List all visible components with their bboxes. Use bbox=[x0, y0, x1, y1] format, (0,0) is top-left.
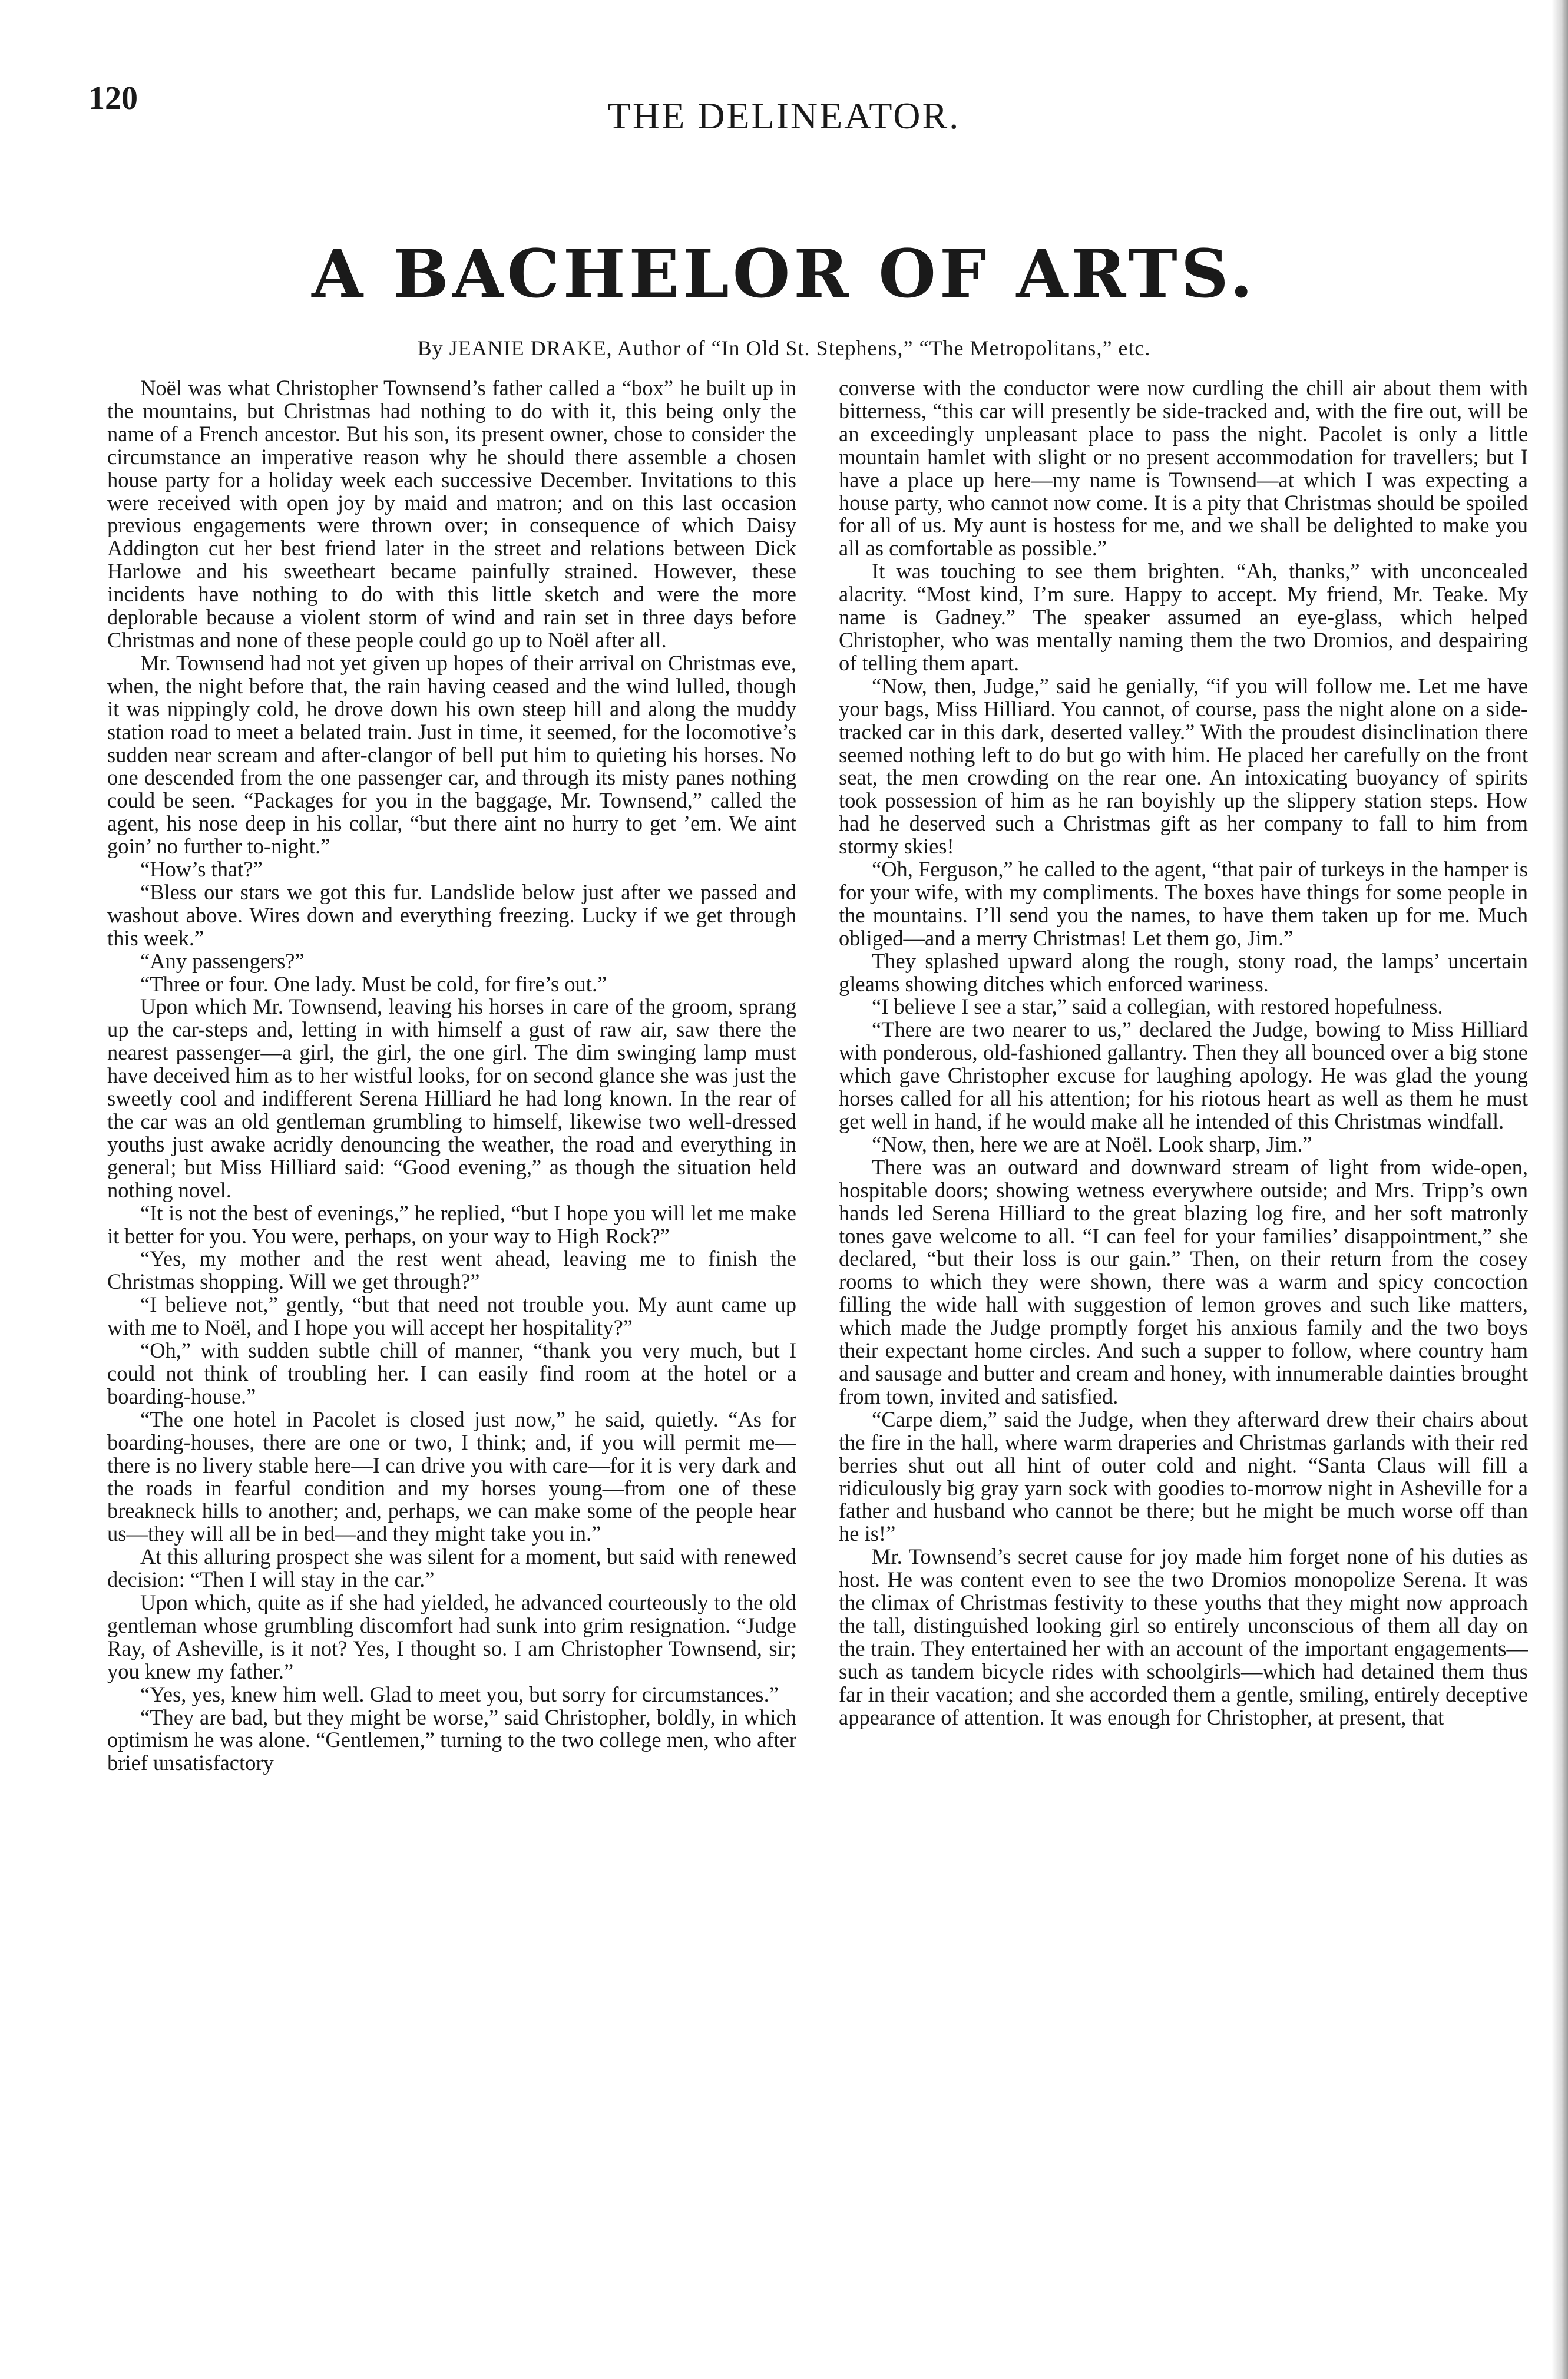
paragraph: converse with the conductor were now curdling the chill air about them with bitterness, “this car will presently be side-tracked and, with the fire out, will be an exceedingly unpleasant place to pass the night. Pacolet is only a little mountain hamlet with slight or no present accommodation for travellers; but I have a place up here—my name is Townsend—at which I was expecting a house party, who cannot now come. It is a pity that Christmas should be spoiled for all of us. My aunt is hostess for me, and we shall be delighted to make you all as comfortable as possible.” bbox=[839, 377, 1528, 561]
paragraph: Upon which, quite as if she had yielded, he advanced courteously to the old gentleman whose grumbling discomfort had sunk into grim resignation. “Judge Ray, of Asheville, is it not? Yes, I thought so. I am Christopher Townsend, sir; you knew my father.” bbox=[107, 1590, 796, 1683]
paragraph: “Now, then, here we are at Noël. Look sharp, Jim.” bbox=[872, 1131, 1312, 1156]
paragraph: “I believe I see a star,” said a collegian, with restored hopefulness. bbox=[872, 994, 1443, 1019]
paragraph: “How’s that?” bbox=[140, 857, 263, 882]
paragraph: “Carpe diem,” said the Judge, when they afterward drew their chairs about the fire in the hall, where warm draperies and Christmas garlands with their red berries shut out all hint of outer cold and night. “Santa Claus will fill a ridiculously big gray yarn sock with goodies to-morrow night in Asheville for a father and husband who cannot be there; but he might be much worse off than he is!” bbox=[839, 1407, 1528, 1546]
paragraph: “It is not the best of evenings,” he replied, “but I hope you will let me make it better for you. You were, perhaps, on your way to High Rock?” bbox=[107, 1200, 796, 1248]
paragraph: “Any passengers?” bbox=[140, 948, 305, 973]
paragraph: “Yes, my mother and the rest went ahead, leaving me to finish the Christmas shopping. Will we get through?” bbox=[107, 1246, 796, 1294]
paragraph: “Yes, yes, knew him well. Glad to meet you, but sorry for circumstances.” bbox=[140, 1682, 779, 1706]
paragraph: Noël was what Christopher Townsend’s father called a “box” he built up in the mountains, but Christmas had nothing to do with it, this being only the name of a French ancestor. But his son, its present owner, chose to consider the circumstance an imperative reason why he should there assemble a chosen house party for a holiday week each successive December. Invitations to this were received with open joy by maid and matron; and on this last occasion previous engagements were thrown over; in consequence of which Daisy Addington cut her best friend later in the street and relations between Dick Harlowe and his sweetheart became painfully strained. However, these incidents have nothing to do with this little sketch and were the more deplorable because a violent storm of wind and rain set in three days before Christmas and none of these people could go up to Noël after all. bbox=[107, 377, 796, 652]
running-head: THE DELINEATOR. bbox=[607, 95, 961, 137]
paragraph: Upon which Mr. Townsend, leaving his horses in care of the groom, sprang up the car-steps and, letting in with himself a gust of raw air, saw there the nearest passenger—a girl, the girl, the one girl. The dim swinging lamp must have deceived him as to her wistful looks, for on second glance she was just the sweetly cool and indifferent Serena Hilliard he had long known. In the rear of the car was an old gentleman grumbling to himself, likewise two well-dressed youths just awake acridly denouncing the weather, the road and everything in general; but Miss Hilliard said: “Good evening,” as though the situation held nothing novel. bbox=[107, 994, 796, 1202]
paragraph: “Oh, Ferguson,” he called to the agent, “that pair of turkeys in the hamper is for your wife, with my compliments. The boxes have things for some people in the mountains. I’ll send you the names, to have them taken up for me. Much obliged—and a merry Christmas! Let them go, Jim.” bbox=[839, 857, 1528, 950]
page-edge-shadow bbox=[1552, 0, 1568, 2379]
paragraph: “There are two nearer to us,” declared the Judge, bowing to Miss Hilliard with ponderous, old-fashioned gallantry. Then they all bounced over a big stone which gave Christopher excuse for laughing apology. He was glad the young horses called for all his attention; for his riotous heart as well as them he must get well in hand, if he would make all he intended of this Christmas windfall. bbox=[839, 1017, 1528, 1133]
paragraph: Mr. Townsend had not yet given up hopes of their arrival on Christmas eve, when, the night before that, the rain having ceased and the wind lulled, though it was nippingly cold, he drove down his own steep hill and along the muddy station road to meet a belated train. Just in time, it seemed, for the locomotive’s sudden near scream and after-clangor of bell put him to quieting his horses. No one descended from the one passenger car, and through its misty panes nothing could be seen. “Packages for you in the baggage, Mr. Townsend,” called the agent, his nose deep in his collar, “but there aint no hurry to get ’em. We aint goin’ no further to-night.” bbox=[107, 650, 796, 859]
left-column bbox=[107, 377, 796, 2262]
paragraph: They splashed upward along the rough, stony road, the lamps’ uncertain gleams showing ditches which enforced wariness. bbox=[839, 948, 1528, 996]
paragraph: Mr. Townsend’s secret cause for joy made him forget none of his duties as host. He was content even to see the two Dromios monopolize Serena. It was the climax of Christmas festivity to these youths that they might now approach the tall, distinguished looking girl so entirely unconscious of them all day on the train. They entertained her with an account of the important engagements—such as tandem bicycle rides with schoolgirls—which had detained them thus far in their vacation; and she accorded them a gentle, smiling, entirely deceptive appearance of attention. It was enough for Christopher, at present, that bbox=[839, 1544, 1528, 1729]
right-column bbox=[839, 377, 1528, 2262]
paragraph: It was touching to see them brighten. “Ah, thanks,” with unconcealed alacrity. “Most kind, I’m sure. Happy to accept. My friend, Mr. Teake. My name is Gadney.” The speaker assumed an eye-glass, which helped Christopher, who was mentally naming them the two Dromios, and despairing of telling them apart. bbox=[839, 559, 1528, 675]
paragraph: “Three or four. One lady. Must be cold, for fire’s out.” bbox=[140, 971, 607, 996]
paragraph: “Oh,” with sudden subtle chill of manner, “thank you very much, but I could not think of troubling her. I can easily find room at the hotel or a boarding-house.” bbox=[107, 1338, 796, 1408]
article-byline: By JEANIE DRAKE, Author of “In Old St. Stephens,” “The Metropolitans,” etc. bbox=[417, 336, 1151, 360]
article-title: A BACHELOR OF ARTS. bbox=[312, 236, 1256, 313]
paragraph: There was an outward and downward stream of light from wide-open, hospitable doors; showing wetness everywhere outside; and Mrs. Tripp’s own hands led Serena Hilliard to the great blazing log fire, and her soft matronly tones gave welcome to all. “I can feel for your families’ disappointment,” she declared, “but their loss is our gain.” Then, on their return from the cosey rooms to which they were shown, there was a warm and spicy concoction filling the wide hall with suggestion of lemon groves and such like matters, which made the Judge promptly forget his anxious family and the two boys their expectant home circles. And such a supper to follow, where country ham and sausage and butter and cream and honey, with innumerable dainties brought from town, invited and satisfied. bbox=[839, 1154, 1528, 1408]
paragraph: “I believe not,” gently, “but that need not trouble you. My aunt came up with me to Noël, and I hope you will accept her hospitality?” bbox=[107, 1292, 796, 1340]
page-number: 120 bbox=[88, 80, 138, 117]
paragraph: “Bless our stars we got this fur. Landslide below just after we passed and washout above. Wires down and everything freezing. Lucky if we get through this week.” bbox=[107, 879, 796, 950]
paragraph: At this alluring prospect she was silent for a moment, but said with renewed decision: “Then I will stay in the car.” bbox=[107, 1544, 796, 1592]
paragraph: “The one hotel in Pacolet is closed just now,” he said, quietly. “As for boarding-houses, there are one or two, I think; and, if you will permit me—there is no livery stable here—I can drive you with care—for it is very dark and the roads in fearful condition and my horses young—from one of these breakneck hills to another; and, perhaps, we can make some of the people hear us—they will all be in bed—and they might take you in.” bbox=[107, 1407, 796, 1546]
paragraph: “They are bad, but they might be worse,” said Christopher, boldly, in which optimism he was alone. “Gentlemen,” turning to the two college men, who after brief unsatisfactory bbox=[107, 1705, 796, 1775]
paragraph: “Now, then, Judge,” said he genially, “if you will follow me. Let me have your bags, Miss Hilliard. You cannot, of course, pass the night alone on a side-tracked car in this dark, deserted valley.” With the proudest disinclination there seemed nothing left to do but go with him. He placed her carefully on the front seat, the men crowding on the rear one. An intoxicating buoyancy of spirits took possession of him as he ran boyishly up the slippery station steps. How had he deserved such a Christmas gift as her company to fall to him from stormy skies! bbox=[839, 673, 1528, 859]
